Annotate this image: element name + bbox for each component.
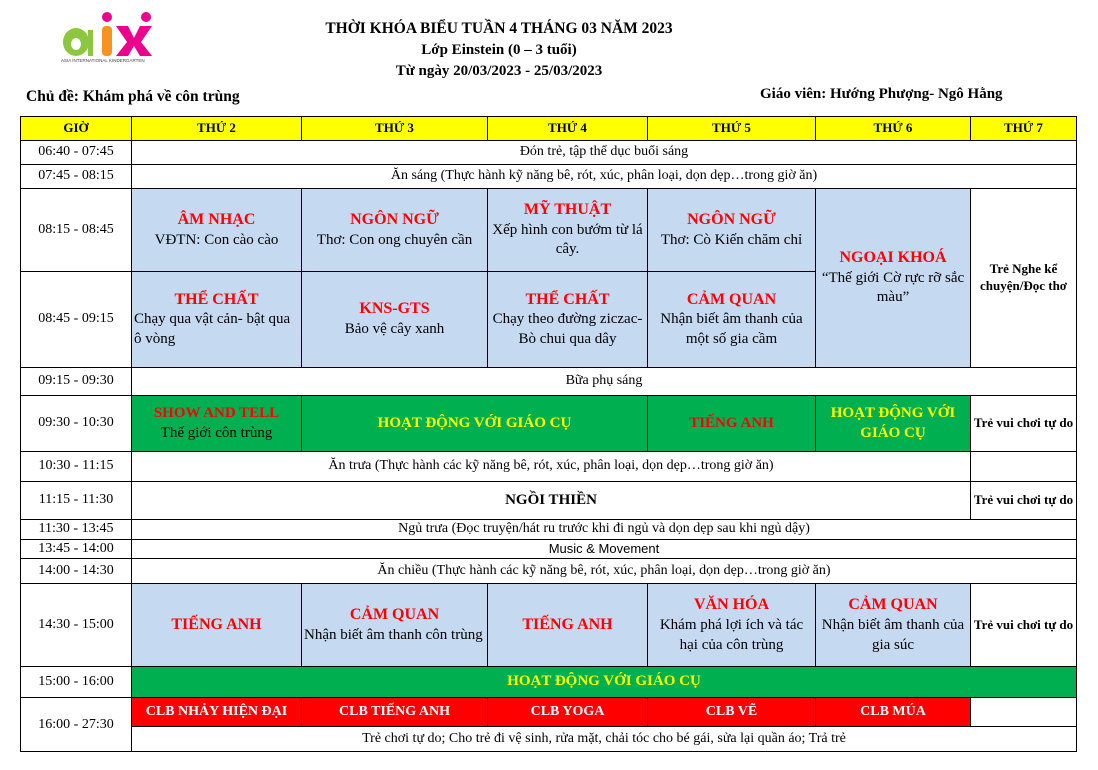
table-row [21,698,1077,727]
time-cell: 07:45 - 08:15 [21,165,132,189]
activity-cell: Music & Movement [132,540,1077,559]
club-cell: CLB TIẾNG ANH [302,698,488,727]
saturday-activity: Trẻ vui chơi tự do [971,396,1077,452]
teaching-aids-cell: HOẠT ĐỘNG VỚI GIÁO CỤ [132,667,1077,698]
activity-cell: Ăn sáng (Thực hành kỹ năng bê, rót, xúc, phân loại, dọn dẹp…trong giờ ăn) [132,165,1077,189]
saturday-activity: Trẻ vui chơi tự do [971,482,1077,520]
class-name: Lớp Einstein (0 – 3 tuổi) [421,42,577,58]
lesson-tue [302,189,488,272]
col-header-mon: THỨ 2 [132,117,302,141]
teaching-aids-cell: HOẠT ĐỘNG VỚI GIÁO CỤ [302,396,648,452]
lesson-thu [648,584,816,667]
col-header-wed: THỨ 4 [488,117,648,141]
table-row [21,368,1077,396]
col-header-sat: THỨ 7 [971,117,1077,141]
lesson-text: Nhận biết âm thanh của một số gia cầm [660,311,803,347]
lesson-text: Nhận biết âm thanh côn trùng [304,626,483,643]
table-row [21,396,1077,452]
lesson-title: THỂ CHẤT [174,290,259,308]
club-cell: CLB VẼ [648,698,816,727]
col-header-time: GIỜ [21,117,132,141]
empty-cell [971,452,1077,482]
page-title: THỜI KHÓA BIỂU TUẦN 4 THÁNG 03 NĂM 2023 [325,20,673,37]
lesson-fri [816,584,971,667]
col-header-tue: THỨ 3 [302,117,488,141]
lesson-mon [132,584,302,667]
time-cell: 13:45 - 14:00 [21,540,132,559]
time-cell: 14:00 - 14:30 [21,559,132,584]
lesson-thu [648,272,816,368]
lesson-text: Chạy theo đường ziczac-Bò chui qua dây [492,311,643,347]
lesson-text: “Thế giới Cờ rực rỡ sắc màu” [821,269,965,306]
activity-cell: Ngủ trưa (Đọc truyện/hát ru trước khi đi ngủ và dọn dẹp sau khi ngủ dậy) [132,520,1077,540]
activity-cell: Bữa phụ sáng [132,368,1077,396]
club-cell: CLB MÚA [816,698,971,727]
empty-cell [971,698,1077,727]
lesson-text: Thơ: Con ong chuyên cần [316,231,473,248]
timetable [20,116,1077,752]
lesson-text: Nhận biết âm thanh của gia súc [821,617,965,653]
lesson-title: CẢM QUAN [686,290,777,308]
teacher: Giáo viên: Hướng Phượng- Ngô Hằng [760,86,1003,102]
club-cell: CLB YOGA [488,698,648,727]
lesson-mon [132,189,302,272]
time-cell: 10:30 - 11:15 [21,452,132,482]
teaching-aids-cell: HOẠT ĐỘNG VỚI GIÁO CỤ [816,396,971,452]
time-cell: 14:30 - 15:00 [21,584,132,667]
header-row [21,117,1077,141]
table-row [21,559,1077,584]
lesson-title: MỸ THUẬT [523,201,612,219]
table-row [21,520,1077,540]
meditation-cell: NGỒI THIỀN [132,482,971,520]
lesson-tue [302,584,488,667]
logo-subtitle: ASIA INTERNATIONAL KINDERGARTEN [61,58,145,63]
table-row [21,540,1077,559]
lesson-fri [816,189,971,368]
show-and-tell-cell [132,396,302,452]
time-cell: 11:30 - 13:45 [21,520,132,540]
lesson-text: Thế giới côn trùng [160,424,273,441]
lesson-title: CẢM QUAN [349,606,440,624]
time-cell: 11:15 - 11:30 [21,482,132,520]
topic: Chủ đề: Khám phá về côn trùng [26,88,240,105]
lesson-wed [488,272,648,368]
table-row [21,165,1077,189]
lesson-tue [302,272,488,368]
lesson-text: Khám phá lợi ích và tác hại của côn trùng [659,617,804,653]
club-cell: CLB NHẢY HIỆN ĐẠI [132,698,302,727]
school-logo [58,8,158,70]
lesson-text: Xếp hình con bướm từ lá cây. [492,221,643,258]
lesson-title: TIẾNG ANH [522,615,613,633]
activity-cell: Trẻ chơi tự do; Cho trẻ đi vệ sinh, rửa mặt, chải tóc cho bé gái, sửa lại quần áo; Trả trẻ [132,727,1077,752]
saturday-activity: Trẻ Nghe kể chuyện/Đọc thơ [971,189,1077,368]
lesson-wed [488,584,648,667]
lesson-text: VĐTN: Con cào cào [154,231,279,248]
table-row [21,141,1077,165]
lesson-title: SHOW AND TELL [153,405,280,421]
time-cell: 08:15 - 08:45 [21,189,132,272]
table-row [21,452,1077,482]
activity-cell: Ăn chiều (Thực hành các kỹ năng bê, rót, xúc, phân loại, dọn dẹp…trong giờ ăn) [132,559,1077,584]
time-cell: 15:00 - 16:00 [21,667,132,698]
time-cell: 08:45 - 09:15 [21,272,132,368]
time-cell: 16:00 - 27:30 [21,698,132,752]
lesson-title: NGÔN NGỮ [687,210,776,228]
lesson-title: NGÔN NGỮ [350,210,439,228]
lesson-title: CẢM QUAN [848,596,938,614]
lesson-title: NGOẠI KHOÁ [839,249,947,267]
table-row [21,667,1077,698]
lesson-mon [132,272,302,368]
table-row [21,189,1077,272]
table-row [21,727,1077,752]
table-row [21,482,1077,520]
col-header-fri: THỨ 6 [816,117,971,141]
time-cell: 09:30 - 10:30 [21,396,132,452]
lesson-title: VĂN HÓA [693,596,770,614]
lesson-title: THỂ CHẤT [525,290,610,308]
table-row [21,584,1077,667]
lesson-text: Bảo vệ cây xanh [344,321,445,338]
lesson-thu [648,189,816,272]
lesson-text: Chạy qua vật cản- bật qua ô vòng [134,311,291,347]
time-cell: 06:40 - 07:45 [21,141,132,165]
lesson-wed [488,189,648,272]
english-cell: TIẾNG ANH [648,396,816,452]
lesson-title: ÂM NHẠC [177,210,256,228]
lesson-text: Thơ: Cò Kiến chăm chỉ [660,231,803,248]
time-cell: 09:15 - 09:30 [21,368,132,396]
lesson-title: TIẾNG ANH [171,615,262,633]
saturday-activity: Trẻ vui chơi tự do [971,584,1077,667]
date-range: Từ ngày 20/03/2023 - 25/03/2023 [395,63,603,79]
lesson-title: KNS-GTS [359,300,430,318]
col-header-thu: THỨ 5 [648,117,816,141]
activity-cell: Đón trẻ, tập thể dục buổi sáng [132,141,1077,165]
activity-cell: Ăn trưa (Thực hành các kỹ năng bê, rót, xúc, phân loại, dọn dẹp…trong giờ ăn) [132,452,971,482]
